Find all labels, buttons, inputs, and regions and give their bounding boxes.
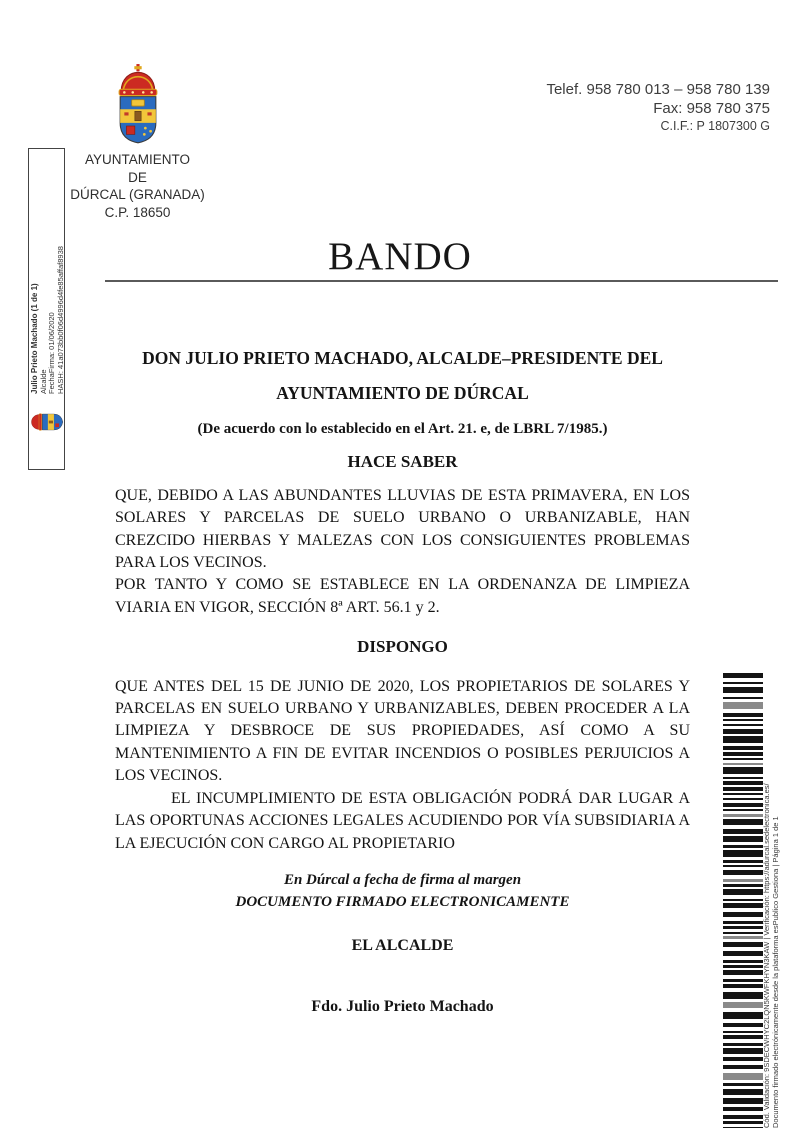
paragraph-4: EL INCUMPLIMIENTO DE ESTA OBLIGACIÓN PODRÁ DAR LUGAR A LAS OPORTUNAS ACCIONES LEGALES ACUDIENDO POR VÍA SUBSIDIARIA A LA EJECUCIÓN CON CARGO AL PROPIETARIO	[115, 789, 690, 852]
stamp-hash: HASH: 41a073bb0f06d4996d4fe85affaf8938	[55, 246, 65, 394]
stamp-shield-icon	[24, 408, 68, 436]
coat-of-arms-icon	[106, 63, 170, 152]
heading-president	[115, 341, 690, 411]
proclamation-body	[115, 341, 690, 1019]
validation-line-2: Documento firmado electrónicamente desde la plataforma esPublico Gestiona | Página 1 de 1	[771, 816, 780, 1128]
validation-sidebar-text	[762, 676, 780, 1128]
page-title: BANDO	[328, 235, 472, 278]
stamp-signer-name: Julio Prieto Machado (1 de 1)	[30, 283, 39, 394]
place-date-line: En Dúrcal a fecha de firma al margen	[283, 871, 522, 888]
stamp-fecha-firma: FechaFirma: 01/06/2020	[47, 312, 57, 394]
validation-line-1: Cód. Validación: 9SDECWHYC2LQN5KWFKHYN3KAW | Verificación: https://adurcal.sedelectronica.es/	[762, 783, 771, 1128]
org-line-cp: C.P. 18650	[104, 204, 171, 220]
title-divider	[105, 280, 778, 282]
org-line-ayuntamiento: AYUNTAMIENTO	[84, 152, 190, 167]
signer-role-line: EL ALCALDE	[351, 936, 454, 954]
paragraph-3: QUE ANTES DEL 15 DE JUNIO DE 2020, LOS PROPIETARIOS DE SOLARES Y PARCELAS EN SUELO URBANO Y URBANIZABLES, DEBEN PROCEDER A LA LIMPIEZA Y DESBROCE DE SUS PROPIEDADES, ASÍ COMO A SU MANTENIMIENTO A FIN DE EVITAR INCENDIOS O POSIBLES PERJUICIOS A LOS VECINOS.	[115, 677, 690, 785]
signature-name-line: Fdo. Julio Prieto Machado	[311, 998, 494, 1016]
barcode	[723, 673, 763, 1128]
org-name-block	[35, 151, 240, 221]
stamp-signer-role: Alcalde	[38, 369, 48, 394]
heading-line-2: AYUNTAMIENTO DE DÚRCAL	[276, 383, 529, 403]
org-line-durcal: DÚRCAL (GRANADA)	[70, 187, 205, 202]
paragraph-1: QUE, DEBIDO A LAS ABUNDANTES LLUVIAS DE ESTA PRIMAVERA, EN LOS SOLARES Y PARCELAS DE SUELO URBANO O URBANIZABLE, HAN CREZCIDO HIERBAS Y MALEZAS CON LOS CONSIGUIENTES PROBLEMAS PARA LOS VECINOS.	[115, 486, 690, 572]
contact-telef: Telef. 958 780 013 – 958 780 139	[546, 81, 770, 98]
heading-line-1: DON JULIO PRIETO MACHADO, ALCALDE–PRESIDENTE DEL	[142, 348, 663, 368]
paragraph-2: POR TANTO Y COMO SE ESTABLECE EN LA ORDENANZA DE LIMPIEZA VIARIA EN VIGOR, SECCIÓN 8ª ART. 56.1 y 2.	[115, 576, 690, 616]
dispongo-heading: DISPONGO	[357, 637, 448, 657]
contact-info	[546, 80, 770, 135]
org-line-de: DE	[128, 169, 147, 185]
electronic-signature-line: DOCUMENTO FIRMADO ELECTRONICAMENTE	[235, 893, 570, 910]
legal-basis-line: (De acuerdo con lo establecido en el Art. 21. e, de LBRL 7/1985.)	[197, 421, 608, 437]
hace-saber-heading: HACE SABER	[347, 452, 458, 472]
contact-fax: Fax: 958 780 375	[653, 100, 770, 117]
contact-cif: C.I.F.: P 1807300 G	[660, 119, 770, 133]
